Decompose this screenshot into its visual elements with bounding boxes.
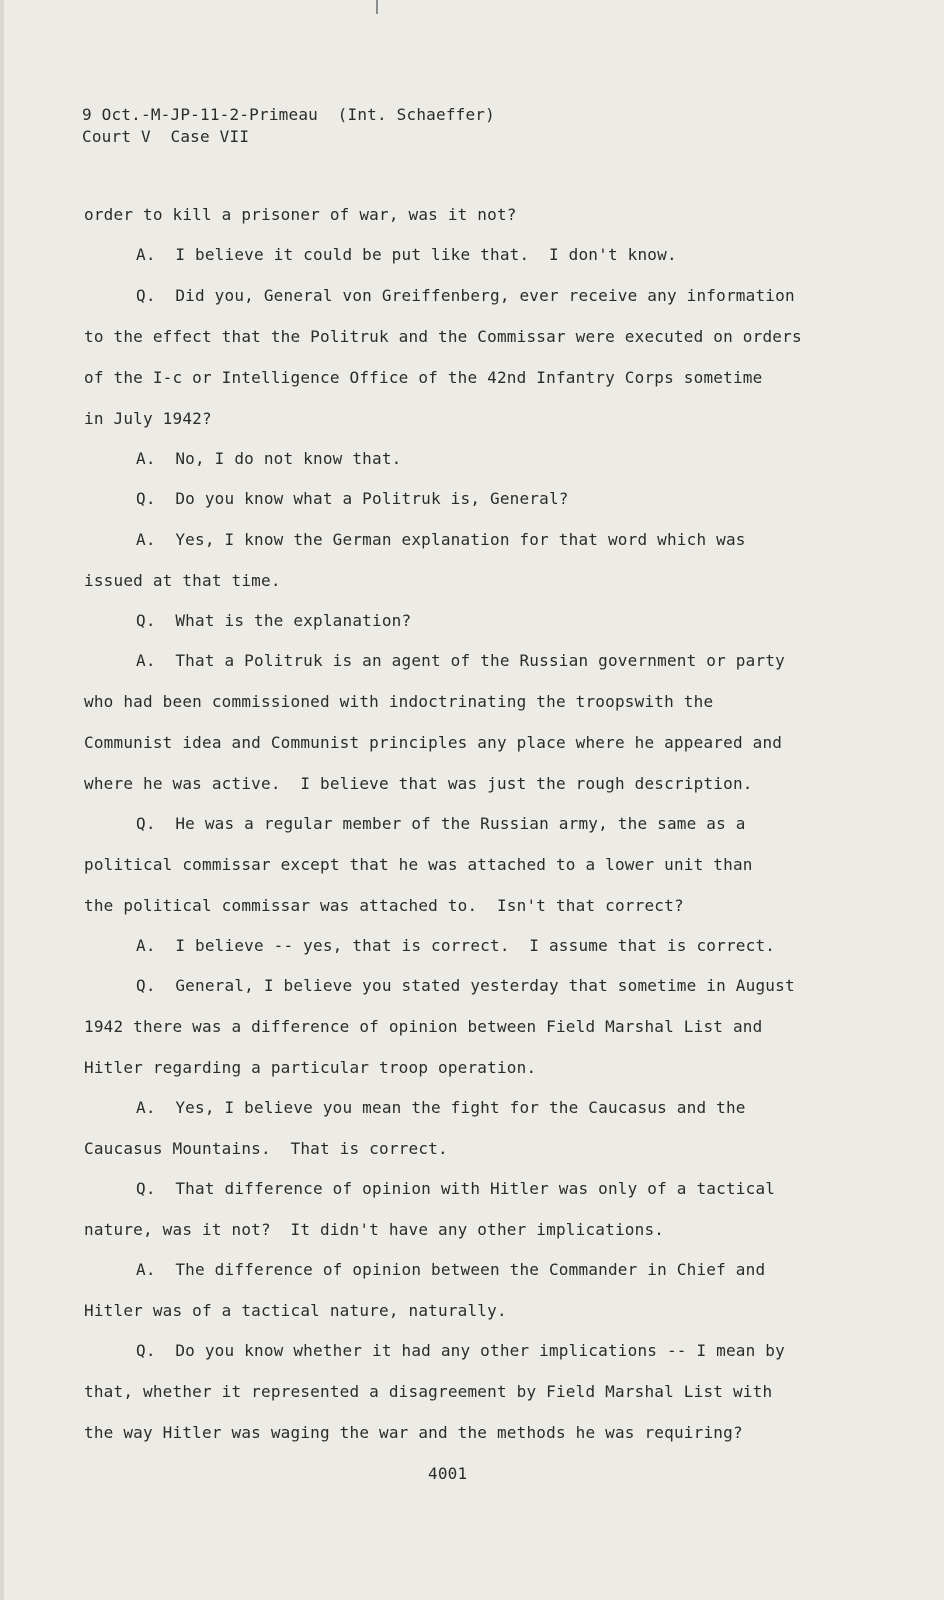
transcript-line: of the I-c or Intelligence Office of the 42nd Infantry Corps sometime xyxy=(84,368,763,387)
header-line-1: 9 Oct.-M-JP-11-2-Primeau (Int. Schaeffer) xyxy=(82,105,495,124)
transcript-line: Q. General, I believe you stated yesterday that sometime in August xyxy=(136,976,795,995)
document-header xyxy=(82,104,495,148)
transcript-line: A. That a Politruk is an agent of the Russian government or party xyxy=(136,651,785,670)
transcript-line: Q. Do you know what a Politruk is, General? xyxy=(136,489,569,508)
transcript-line: Q. Do you know whether it had any other implications -- I mean by xyxy=(136,1341,785,1360)
transcript-line: the political commissar was attached to. Isn't that correct? xyxy=(84,896,684,915)
transcript-line: in July 1942? xyxy=(84,409,212,428)
transcript-line: 1942 there was a difference of opinion between Field Marshal List and xyxy=(84,1017,763,1036)
transcript-line: Caucasus Mountains. That is correct. xyxy=(84,1139,448,1158)
transcript-line: A. I believe -- yes, that is correct. I assume that is correct. xyxy=(136,936,776,955)
transcript-line: Q. He was a regular member of the Russian army, the same as a xyxy=(136,814,746,833)
transcript-line: where he was active. I believe that was just the rough description. xyxy=(84,774,753,793)
transcript-line: A. Yes, I know the German explanation for that word which was xyxy=(136,530,746,549)
transcript-line: A. The difference of opinion between the Commander in Chief and xyxy=(136,1260,766,1279)
transcript-line: Q. What is the explanation? xyxy=(136,611,412,630)
transcript-line: to the effect that the Politruk and the Commissar were executed on orders xyxy=(84,327,802,346)
transcript-line: issued at that time. xyxy=(84,571,281,590)
page-mark xyxy=(376,0,378,14)
page-number: 4001 xyxy=(428,1464,468,1483)
transcript-line: Q. Did you, General von Greiffenberg, ever receive any information xyxy=(136,286,795,305)
transcript-line: A. I believe it could be put like that. I don't know. xyxy=(136,245,677,264)
transcript-line: that, whether it represented a disagreement by Field Marshal List with xyxy=(84,1382,773,1401)
transcript-line: nature, was it not? It didn't have any other implications. xyxy=(84,1220,665,1239)
transcript-line: order to kill a prisoner of war, was it not? xyxy=(84,205,517,224)
header-line-2: Court V Case VII xyxy=(82,127,250,146)
transcript-line: the way Hitler was waging the war and the methods he was requiring? xyxy=(84,1423,743,1442)
transcript-line: A. No, I do not know that. xyxy=(136,449,402,468)
page-edge-shadow xyxy=(0,0,4,1600)
transcript-line: Communist idea and Communist principles any place where he appeared and xyxy=(84,733,783,752)
transcript-line: A. Yes, I believe you mean the fight for the Caucasus and the xyxy=(136,1098,746,1117)
transcript-line: Q. That difference of opinion with Hitler was only of a tactical xyxy=(136,1179,776,1198)
transcript-line: Hitler regarding a particular troop operation. xyxy=(84,1058,537,1077)
transcript-line: political commissar except that he was attached to a lower unit than xyxy=(84,855,753,874)
transcript-line: who had been commissioned with indoctrinating the troopswith the xyxy=(84,692,714,711)
transcript-line: Hitler was of a tactical nature, naturally. xyxy=(84,1301,507,1320)
